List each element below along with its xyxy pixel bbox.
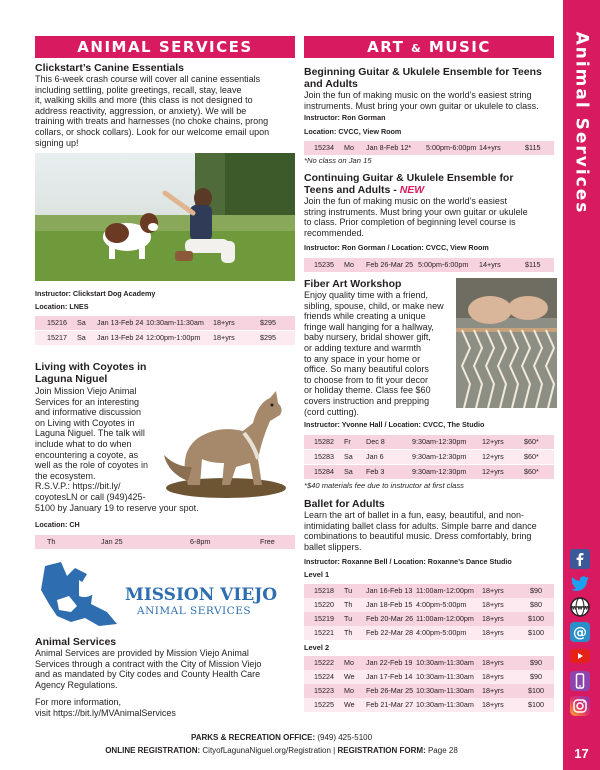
mobile-icon[interactable] bbox=[566, 670, 594, 692]
canine-title: Clickstart’s Canine Essentials bbox=[35, 62, 185, 74]
table-row[interactable]: 15216 Sa Jan 13-Feb 24 10:30am-11:30am 18+yrs $295 bbox=[35, 316, 295, 330]
table-row[interactable]: 15218 Tu Jan 16-Feb 13 11:00am-12:00pm 18+yrs $90 bbox=[304, 584, 554, 598]
table-row[interactable]: 15282 Fr Dec 8 9:30am-12:30pm 12+yrs $60* bbox=[304, 435, 554, 449]
www-icon[interactable] bbox=[566, 596, 594, 618]
logo-line2: ANIMAL SERVICES bbox=[137, 605, 252, 617]
table-row[interactable]: 15235 Mo Feb 26-Mar 25 5:00pm-6:00pm 14+yrs $115 bbox=[304, 258, 554, 272]
ballet-level1-label: Level 1 bbox=[304, 570, 330, 579]
table-row[interactable]: 15225 We Feb 21-Mar 27 10:30am-11:30am 18+yrs $100 bbox=[304, 698, 554, 712]
ballet-description: Learn the art of ballet in a fun, easy, beautiful, and non- intimidating ballet class for adults. Simple barre and dance combinations to beautiful music. Dress comfortably, bring ballet slippers. bbox=[304, 510, 537, 552]
footer-registration[interactable]: ONLINE REGISTRATION: CityofLagunaNiguel.org/Registration | REGISTRATION FORM: Page 28 bbox=[105, 746, 458, 755]
table-row[interactable]: 15224 We Jan 17-Feb 14 10:30am-11:30am 18+yrs $90 bbox=[304, 670, 554, 684]
fiber-art-title: Fiber Art Workshop bbox=[304, 278, 402, 290]
animal-services-title: Animal Services bbox=[35, 636, 117, 648]
animal-services-description: Animal Services are provided by Mission Viejo Animal Services through a contract with the City of Mission Viejo and as mandated by City codes and County Health Care Agency Regulations. bbox=[35, 648, 262, 690]
coyotes-title: Living with Coyotes in Laguna Niguel bbox=[35, 361, 147, 385]
ballet-level2-label: Level 2 bbox=[304, 643, 330, 652]
fiber-art-description: Enjoy quality time with a friend, sibling, spouse, child, or make new friends while creating a unique fringe wall hanging for a hallway, baby nursery, bridal shower gift, or adding texture and warmth to any space in your home or office. So many beautiful colors to choose from to fit your decor or holiday theme. Class fee $60 covers instruction and prepping (cord cutting). bbox=[304, 290, 444, 417]
canine-location: Location: LNES bbox=[35, 302, 89, 311]
ballet-title: Ballet for Adults bbox=[304, 498, 385, 510]
coyotes-location: Location: CH bbox=[35, 520, 80, 529]
guitar-beginning-instructor: Instructor: Ron Gorman bbox=[304, 113, 386, 122]
coyote-photo bbox=[158, 363, 295, 498]
canine-description: This 6-week crash course will cover all canine essentials including settling, polite greetings, recall, stay, leave it, walking skills and more (this class is not designed to address reactivity, aggression, or anxiety). We will be training with treats and harnesses (no choke chains, prong collars, or shock collars). Look for our welcome email upon signing up! bbox=[35, 74, 270, 148]
table-row[interactable]: 15217 Sa Jan 13-Feb 24 12:00pm-1:00pm 18+yrs $295 bbox=[35, 331, 295, 345]
mission-viejo-logo bbox=[35, 560, 295, 632]
fiber-art-note: *$40 materials fee due to instructor at first class bbox=[304, 481, 464, 490]
page-number: 17 bbox=[574, 746, 589, 761]
guitar-beginning-description: Join the fun of making music on the world’s easiest string instruments. Must bring your own guitar or ukulele to class. bbox=[304, 90, 539, 111]
fiber-art-photo bbox=[456, 278, 557, 408]
art-music-header: ART & MUSIC bbox=[304, 36, 554, 58]
table-row[interactable]: Th Jan 25 6-8pm Free bbox=[35, 535, 295, 549]
side-title: Animal Services bbox=[571, 31, 592, 215]
animal-services-more[interactable]: For more information, visit https://bit.ly/MVAnimalServices bbox=[35, 697, 176, 718]
table-row[interactable]: 15219 Tu Feb 20-Mar 26 11:00am-12:00pm 18+yrs $100 bbox=[304, 612, 554, 626]
table-row[interactable]: 15223 Mo Feb 26-Mar 25 10:30am-11:30am 18+yrs $100 bbox=[304, 684, 554, 698]
facebook-icon[interactable] bbox=[566, 548, 594, 570]
table-row[interactable]: 15283 Sa Jan 6 9:30am-12:30pm 12+yrs $60* bbox=[304, 450, 554, 464]
new-badge: NEW bbox=[399, 184, 425, 196]
table-row[interactable]: 15222 Mo Jan 22-Feb 19 10:30am-11:30am 18+yrs $90 bbox=[304, 656, 554, 670]
ballet-meta: Instructor: Roxanne Bell / Location: Roxanne’s Dance Studio bbox=[304, 557, 512, 566]
coyotes-description: Join Mission Viejo Animal Services for an interesting and informative discussion on Living with Coyotes in Laguna Niguel. The talk will include what to do when encountering a coyote, as well as the role of coyotes in the ecosystem. R.S.V.P.: https://bit.ly/ coyotesLN or call (949)425- 5100 by January 19 to reserve your spot. bbox=[35, 386, 199, 513]
guitar-beginning-note: *No class on Jan 15 bbox=[304, 156, 372, 165]
table-row[interactable]: 15234 Mo Jan 8-Feb 12* 5:00pm-6:00pm 14+yrs $115 bbox=[304, 141, 554, 155]
instagram-icon[interactable] bbox=[566, 695, 594, 717]
canine-instructor: Instructor: Clickstart Dog Academy bbox=[35, 289, 156, 298]
footer-office: PARKS & RECREATION OFFICE: (949) 425-5100 bbox=[190, 733, 373, 742]
svg-text:@: @ bbox=[573, 625, 587, 641]
table-row[interactable]: 15221 Th Feb 22-Mar 28 4:00pm-5:00pm 18+yrs $100 bbox=[304, 626, 554, 640]
guitar-beginning-location: Location: CVCC, View Room bbox=[304, 127, 402, 136]
email-icon[interactable] bbox=[566, 621, 594, 643]
youtube-icon[interactable] bbox=[566, 645, 594, 667]
twitter-icon[interactable] bbox=[566, 572, 594, 594]
guitar-continuing-meta: Instructor: Ron Gorman / Location: CVCC, View Room bbox=[304, 243, 489, 252]
guitar-beginning-title: Beginning Guitar & Ukulele Ensemble for Teens and Adults bbox=[304, 66, 542, 90]
guitar-continuing-title: Continuing Guitar & Ukulele Ensemble for Teens and Adults - NEW bbox=[304, 172, 514, 196]
dog-training-photo bbox=[35, 153, 295, 281]
table-row[interactable]: 15220 Th Jan 18-Feb 15 4:00pm-5:00pm 18+yrs $80 bbox=[304, 598, 554, 612]
guitar-continuing-description: Join the fun of making music on the world’s easiest string instruments. Must bring your own guitar or ukulele to class. Prior completion of beginning level course is recommended. bbox=[304, 196, 528, 238]
logo-line1: MISSION VIEJO bbox=[125, 585, 278, 605]
fiber-art-meta: Instructor: Yvonne Hall / Location: CVCC, The Studio bbox=[304, 420, 485, 429]
svg-text:www: www bbox=[571, 604, 589, 612]
table-row[interactable]: 15284 Sa Feb 3 9:30am-12:30pm 12+yrs $60* bbox=[304, 465, 554, 479]
animal-services-header: ANIMAL SERVICES bbox=[35, 36, 295, 58]
